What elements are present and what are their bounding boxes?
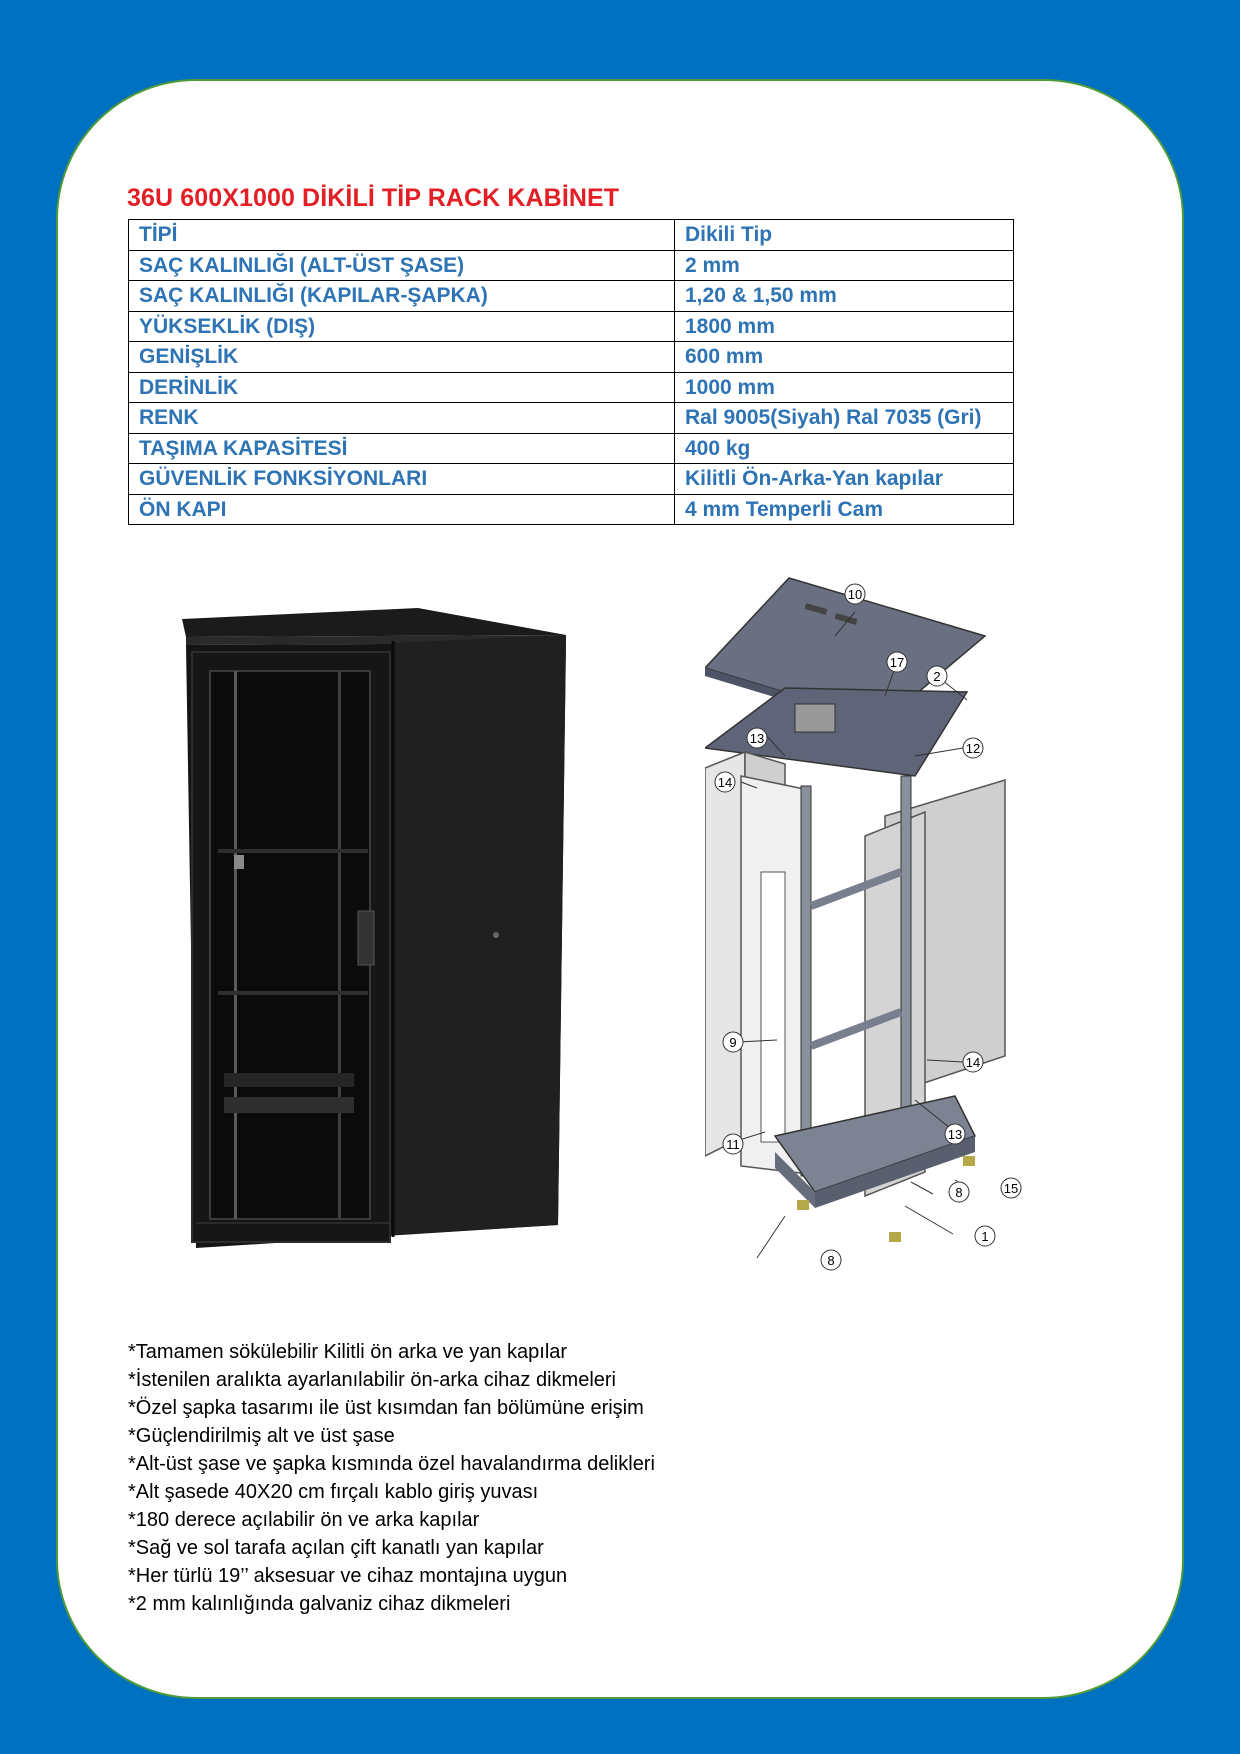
svg-text:8: 8 [955,1185,963,1200]
spec-row [129,250,1014,281]
callout-14-right [963,1052,983,1072]
page-title: 36U 600X1000 DİKİLİ TİP RACK KABİNET [127,184,620,212]
callout-9 [723,1032,743,1052]
callout-13-bottom [945,1124,965,1144]
spec-label: DERİNLİK [129,372,675,403]
svg-text:13: 13 [947,1127,963,1142]
spec-value: 4 mm Temperli Cam [675,494,1014,525]
callout-11 [723,1134,743,1154]
spec-row [129,220,1014,251]
callout-15 [1001,1178,1021,1198]
spec-label: SAÇ KALINLIĞI (ALT-ÜST ŞASE) [129,250,675,281]
callout-1 [975,1226,995,1246]
spec-value: Dikili Tip [675,220,1014,251]
svg-text:17: 17 [889,655,905,670]
svg-text:9: 9 [729,1035,737,1050]
feature-item: *Sağ ve sol tarafa açılan çift kanatlı yan kapılar [128,1537,544,1559]
feature-item: *Alt-üst şase ve şapka kısmında özel havalandırma delikleri [128,1453,655,1475]
callout-13-top [747,728,767,748]
spec-row [129,342,1014,373]
spec-label: TİPİ [129,220,675,251]
spec-value: 1,20 & 1,50 mm [675,281,1014,312]
spec-row [129,281,1014,312]
svg-text:14: 14 [717,775,733,790]
callout-8-right [949,1182,969,1202]
rack-cabinet-photo [178,605,573,1270]
exploded-diagram [705,576,1065,1276]
feature-item: *Güçlendirilmiş alt ve üst şase [128,1425,395,1447]
spec-label: GENİŞLİK [129,342,675,373]
spec-value: Ral 9005(Siyah) Ral 7035 (Gri) [675,403,1014,434]
callout-17 [887,652,907,672]
feature-item: *Her türlü 19’’ aksesuar ve cihaz montajına uygun [128,1565,568,1587]
feature-item: *Tamamen sökülebilir Kilitli ön arka ve yan kapılar [128,1341,568,1363]
spec-label: TAŞIMA KAPASİTESİ [129,433,675,464]
spec-label: ÖN KAPI [129,494,675,525]
callout-2 [927,666,947,686]
feature-list [128,1338,655,1618]
feature-item: *Özel şapka tasarımı ile üst kısımdan fan bölümüne erişim [128,1397,644,1419]
svg-text:8: 8 [827,1253,835,1268]
svg-text:12: 12 [965,741,981,756]
feature-item: *2 mm kalınlığında galvaniz cihaz dikmeleri [128,1593,511,1615]
spec-row [129,372,1014,403]
svg-text:13: 13 [749,731,765,746]
spec-label: GÜVENLİK FONKSİYONLARI [129,464,675,495]
svg-text:11: 11 [726,1137,740,1152]
feature-item: *180 derece açılabilir ön ve arka kapılar [128,1509,480,1531]
spec-row [129,464,1014,495]
feature-item: *İstenilen aralıkta ayarlanılabilir ön-arka cihaz dikmeleri [128,1369,616,1391]
callout-8-bottom [821,1250,841,1270]
spec-value: Kilitli Ön-Arka-Yan kapılar [675,464,1014,495]
feature-item: *Alt şasede 40X20 cm fırçalı kablo giriş yuvası [128,1481,539,1503]
spec-row [129,494,1014,525]
spec-value: 2 mm [675,250,1014,281]
svg-text:1: 1 [981,1229,989,1244]
spec-label: SAÇ KALINLIĞI (KAPILAR-ŞAPKA) [129,281,675,312]
svg-text:10: 10 [847,587,863,602]
svg-text:15: 15 [1003,1181,1019,1196]
callout-10 [845,584,865,604]
spec-row [129,311,1014,342]
spec-label: YÜKSEKLİK (DIŞ) [129,311,675,342]
spec-row [129,433,1014,464]
spec-value: 400 kg [675,433,1014,464]
callout-12 [963,738,983,758]
spec-value: 1000 mm [675,372,1014,403]
spec-value: 1800 mm [675,311,1014,342]
callout-14-left [715,772,735,792]
svg-text:2: 2 [933,669,941,684]
svg-text:14: 14 [965,1055,981,1070]
spec-label: RENK [129,403,675,434]
spec-table [128,219,1014,525]
spec-value: 600 mm [675,342,1014,373]
spec-row [129,403,1014,434]
